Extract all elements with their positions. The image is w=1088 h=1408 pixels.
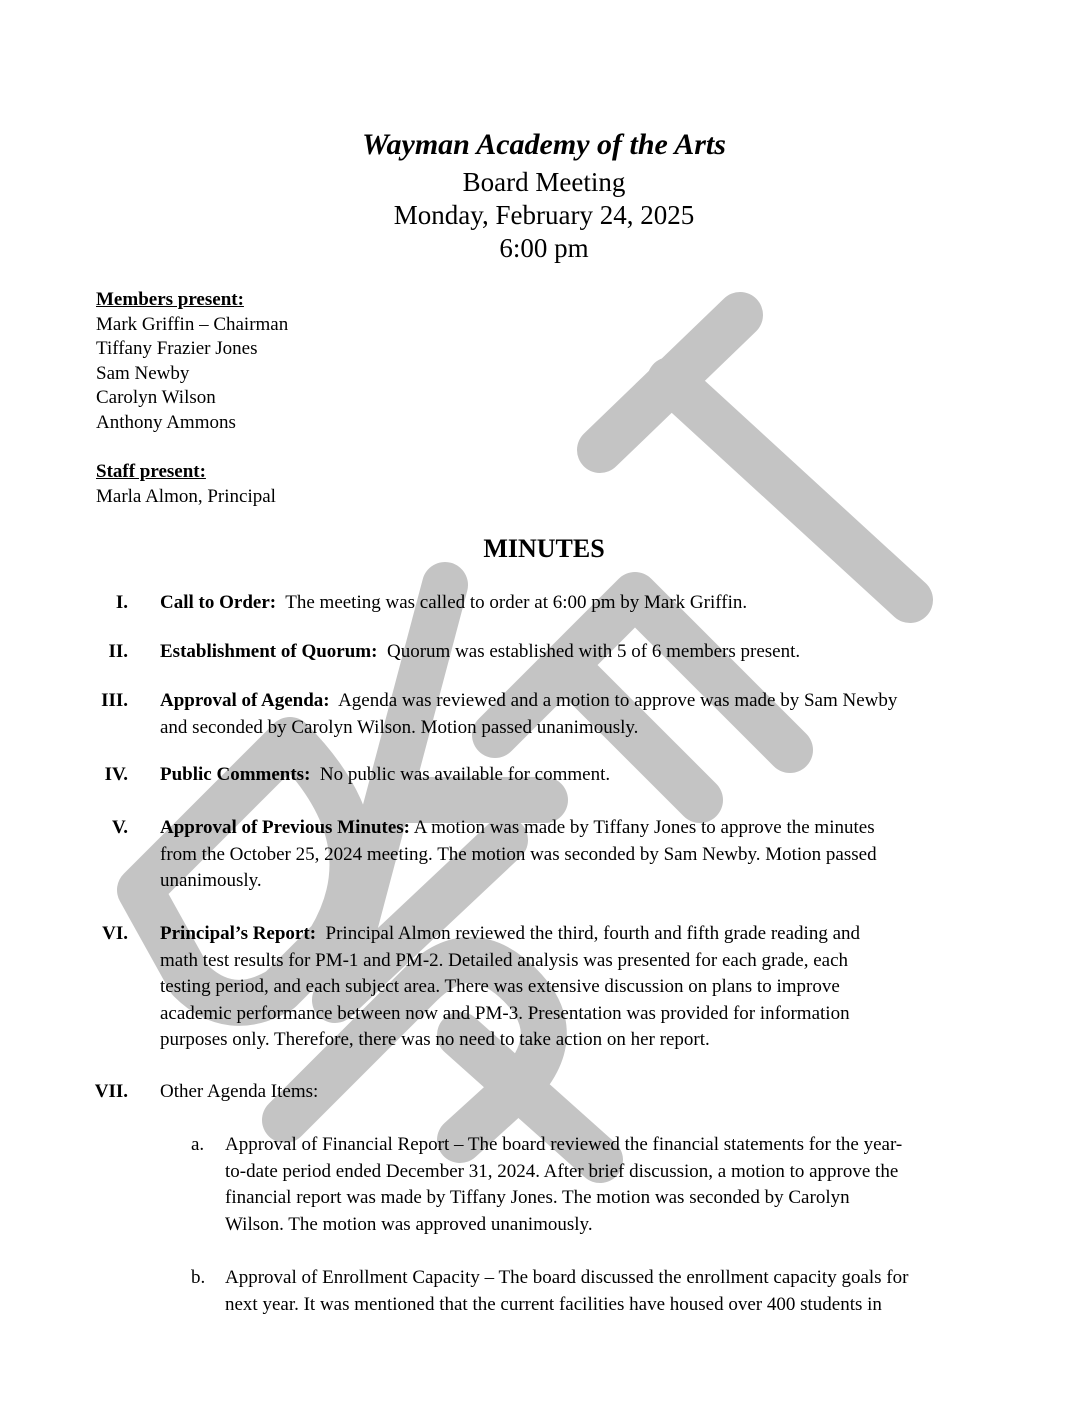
item-label: Establishment of Quorum: bbox=[160, 641, 378, 662]
item-text: math test results for PM-1 and PM-2. Detailed analysis was presented for each grade, each bbox=[160, 949, 849, 971]
sub-item-text: Approval of Financial Report – The board reviewed the financial statements for the year- bbox=[225, 1134, 903, 1155]
item-number: I. bbox=[115, 592, 128, 613]
sub-item-text: Wilson. The motion was approved unanimously. bbox=[225, 1213, 593, 1235]
sub-item-letter: a. bbox=[191, 1134, 205, 1155]
meeting-date: Monday, February 24, 2025 bbox=[393, 200, 695, 230]
member-name: Carolyn Wilson bbox=[96, 387, 216, 408]
item-number: IV. bbox=[104, 764, 128, 785]
member-name: Tiffany Frazier Jones bbox=[96, 338, 258, 359]
item-text: purposes only. Therefore, there was no need to take action on her report. bbox=[160, 1029, 710, 1050]
sub-item-text: financial report was made by Tiffany Jones. The motion was seconded by Carolyn bbox=[225, 1187, 850, 1208]
sub-item-text: Approval of Enrollment Capacity – The board discussed the enrollment capacity goals for bbox=[225, 1267, 909, 1288]
item-text: Quorum was established with 5 of 6 members present. bbox=[386, 641, 801, 662]
staff-name: Marla Almon, Principal bbox=[96, 486, 276, 507]
item-number: III. bbox=[101, 690, 128, 711]
item-text: academic performance between now and PM-3. Presentation was provided for information bbox=[160, 1002, 850, 1024]
item-label: Public Comments: bbox=[160, 764, 311, 785]
item-text: Agenda was reviewed and a motion to approve was made by Sam Newby bbox=[338, 690, 898, 711]
minutes-title: MINUTES bbox=[483, 534, 605, 563]
item-number: II. bbox=[108, 641, 128, 662]
meeting-type: Board Meeting bbox=[462, 167, 626, 197]
member-name: Sam Newby bbox=[96, 363, 190, 384]
meeting-time: 6:00 pm bbox=[499, 233, 589, 263]
item-text: unanimously. bbox=[160, 870, 262, 891]
sub-item-text: next year. It was mentioned that the current facilities have housed over 400 students in bbox=[225, 1293, 882, 1315]
item-number: VII. bbox=[94, 1081, 128, 1102]
item-number: VI. bbox=[102, 923, 128, 944]
sub-item-letter: b. bbox=[191, 1267, 206, 1288]
item-text: testing period, and each subject area. There was extensive discussion on plans to improve bbox=[160, 976, 840, 997]
item-text: No public was available for comment. bbox=[319, 764, 611, 785]
item-text: Other Agenda Items: bbox=[160, 1081, 319, 1102]
member-name: Anthony Ammons bbox=[96, 412, 236, 433]
item-label: Approval of Agenda: bbox=[160, 690, 330, 711]
item-label: Principal’s Report: bbox=[160, 923, 317, 944]
item-text: Principal Almon reviewed the third, fourth and fifth grade reading and bbox=[325, 923, 861, 944]
item-label: Call to Order: bbox=[160, 592, 277, 613]
item-number: V. bbox=[111, 817, 128, 838]
staff-heading: Staff present: bbox=[96, 461, 206, 482]
item-label: Approval of Previous Minutes: bbox=[160, 817, 410, 838]
members-heading: Members present: bbox=[96, 289, 244, 310]
sub-item-text: to-date period ended December 31, 2024. After brief discussion, a motion to approve the bbox=[225, 1160, 899, 1182]
item-text: and seconded by Carolyn Wilson. Motion passed unanimously. bbox=[160, 716, 639, 738]
item-text: The meeting was called to order at 6:00 pm by Mark Griffin. bbox=[285, 592, 748, 613]
item-text: from the October 25, 2024 meeting. The motion was seconded by Sam Newby. Motion passed bbox=[160, 843, 877, 865]
school-name: Wayman Academy of the Arts bbox=[362, 128, 726, 161]
item-text: A motion was made by Tiffany Jones to approve the minutes bbox=[413, 817, 875, 838]
member-name: Mark Griffin – Chairman bbox=[96, 314, 289, 335]
